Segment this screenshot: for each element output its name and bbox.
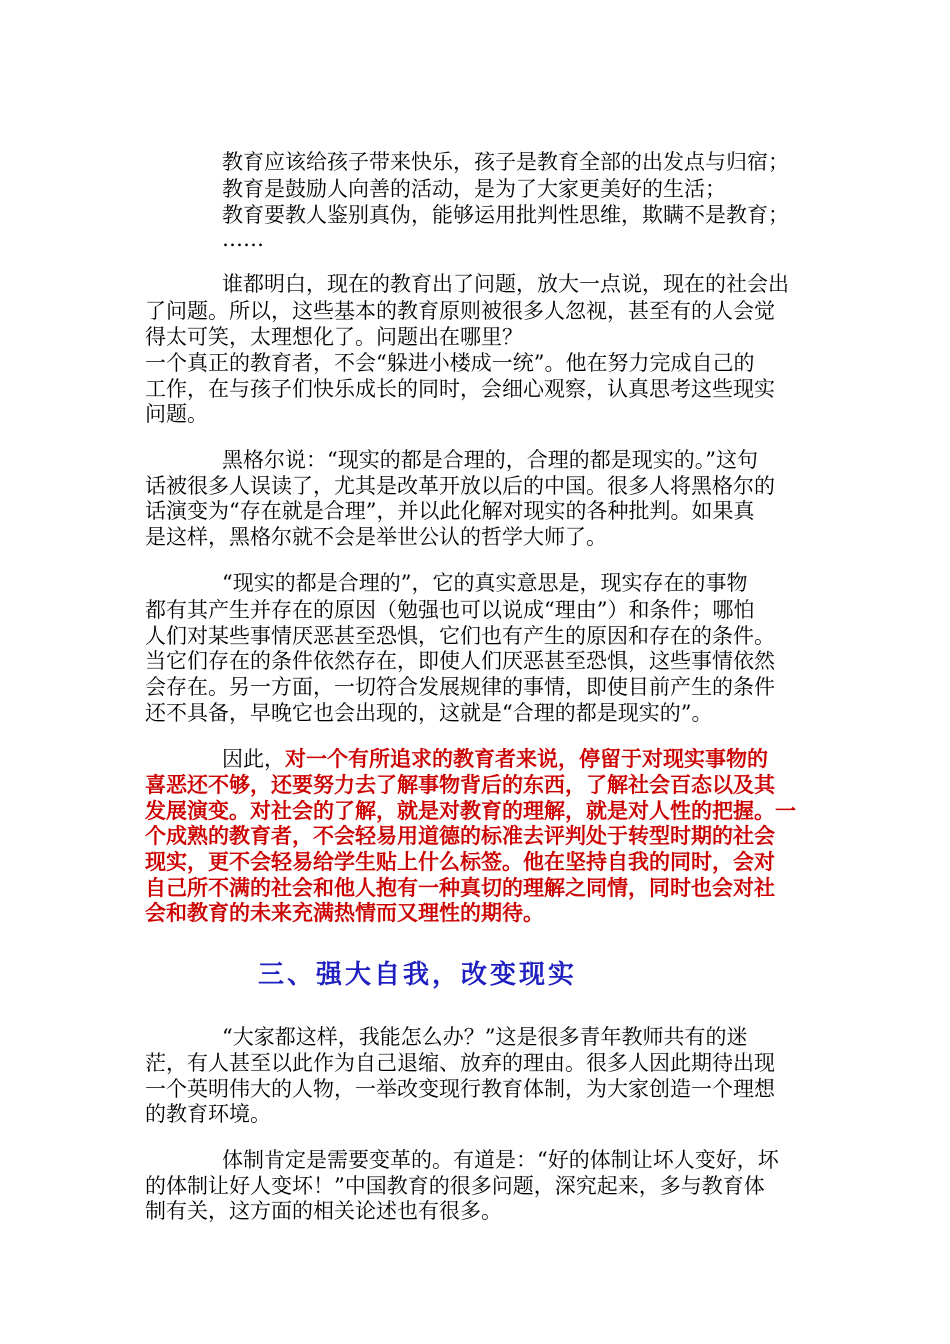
paragraph-line: 还不具备，早晚它也会出现的，这就是“合理的都是现实的”。 (145, 701, 713, 725)
emphasis-text: 对一个有所追求的教育者来说，停留于对现实事物的 (285, 746, 768, 771)
paragraph-lead: 因此， (222, 747, 285, 771)
paragraph-line: 都有其产生并存在的原因（勉强也可以说成“理由”）和条件；哪怕 (145, 598, 755, 622)
intro-line: 教育是鼓励人向善的活动，是为了大家更美好的生活； (222, 177, 726, 201)
paragraph-line: 一个英明伟大的人物，一举改变现行教育体制，为大家创造一个理想 (145, 1077, 775, 1101)
paragraph-line: 一个真正的教育者，不会“躲进小楼成一统”。他在努力完成自己的 (145, 351, 755, 375)
paragraph-line: 体制肯定是需要变革的。有道是：“好的体制让坏人变好，坏 (222, 1148, 779, 1172)
emphasis-paragraph-first-line (222, 745, 768, 773)
paragraph-line: 是这样，黑格尔就不会是举世公认的哲学大师了。 (145, 525, 607, 549)
emphasis-line: 现实，更不会轻易给学生贴上什么标签。他在坚持自我的同时，会对 (145, 849, 775, 874)
intro-line: 教育要教人鉴别真伪，能够运用批判性思维，欺瞒不是教育； (222, 203, 789, 227)
paragraph-line: 工作，在与孩子们快乐成长的同时，会细心观察，认真思考这些现实 (145, 377, 775, 401)
paragraph-line: 谁都明白，现在的教育出了问题，放大一点说，现在的社会出 (222, 272, 789, 296)
paragraph-line: 问题。 (145, 402, 208, 426)
paragraph-line: 人们对某些事情厌恶甚至恐惧，它们也有产生的原因和存在的条件。 (145, 624, 775, 648)
paragraph-line: 话演变为“存在就是合理”，并以此化解对现实的各种批判。如果真 (145, 499, 755, 523)
paragraph-line: 当它们存在的条件依然存在，即使人们厌恶甚至恐惧，这些事情依然 (145, 649, 775, 673)
intro-ellipsis: …… (222, 227, 264, 251)
section-heading: 三、强大自我，改变现实 (258, 960, 578, 990)
emphasis-line: 自己所不满的社会和他人抱有一种真切的理解之同情，同时也会对社 (145, 875, 775, 900)
emphasis-line: 个成熟的教育者，不会轻易用道德的标准去评判处于转型时期的社会 (145, 823, 775, 848)
paragraph-line: 了问题。所以，这些基本的教育原则被很多人忽视，甚至有的人会觉 (145, 299, 775, 323)
paragraph-line: 的体制让好人变坏！”中国教育的很多问题，深究起来，多与教育体 (145, 1174, 765, 1198)
paragraph-line: 茫，有人甚至以此作为自己退缩、放弃的理由。很多人因此期待出现 (145, 1051, 775, 1075)
paragraph-line: 得太可笑，太理想化了。问题出在哪里？ (145, 325, 523, 349)
emphasis-line: 喜恶还不够，还要努力去了解事物背后的东西，了解社会百态以及其 (145, 772, 775, 797)
intro-line: 教育应该给孩子带来快乐，孩子是教育全部的出发点与归宿； (222, 150, 789, 174)
paragraph-line: 会存在。另一方面，一切符合发展规律的事情，即使目前产生的条件 (145, 675, 775, 699)
paragraph-line: 制有关，这方面的相关论述也有很多。 (145, 1199, 502, 1223)
paragraph-line: 的教育环境。 (145, 1102, 271, 1126)
emphasis-line: 会和教育的未来充满热情而又理性的期待。 (145, 900, 544, 925)
paragraph-line: 黑格尔说：“现实的都是合理的，合理的都是现实的。”这句 (222, 448, 758, 472)
paragraph-line: 话被很多人误读了，尤其是改革开放以后的中国。很多人将黑格尔的 (145, 474, 775, 498)
paragraph-line: “大家都这样，我能怎么办？”这是很多青年教师共有的迷 (222, 1025, 748, 1049)
emphasis-line: 发展演变。对社会的了解，就是对教育的理解，就是对人性的把握。一 (145, 798, 796, 823)
paragraph-line: “现实的都是合理的”，它的真实意思是，现实存在的事物 (222, 571, 748, 595)
